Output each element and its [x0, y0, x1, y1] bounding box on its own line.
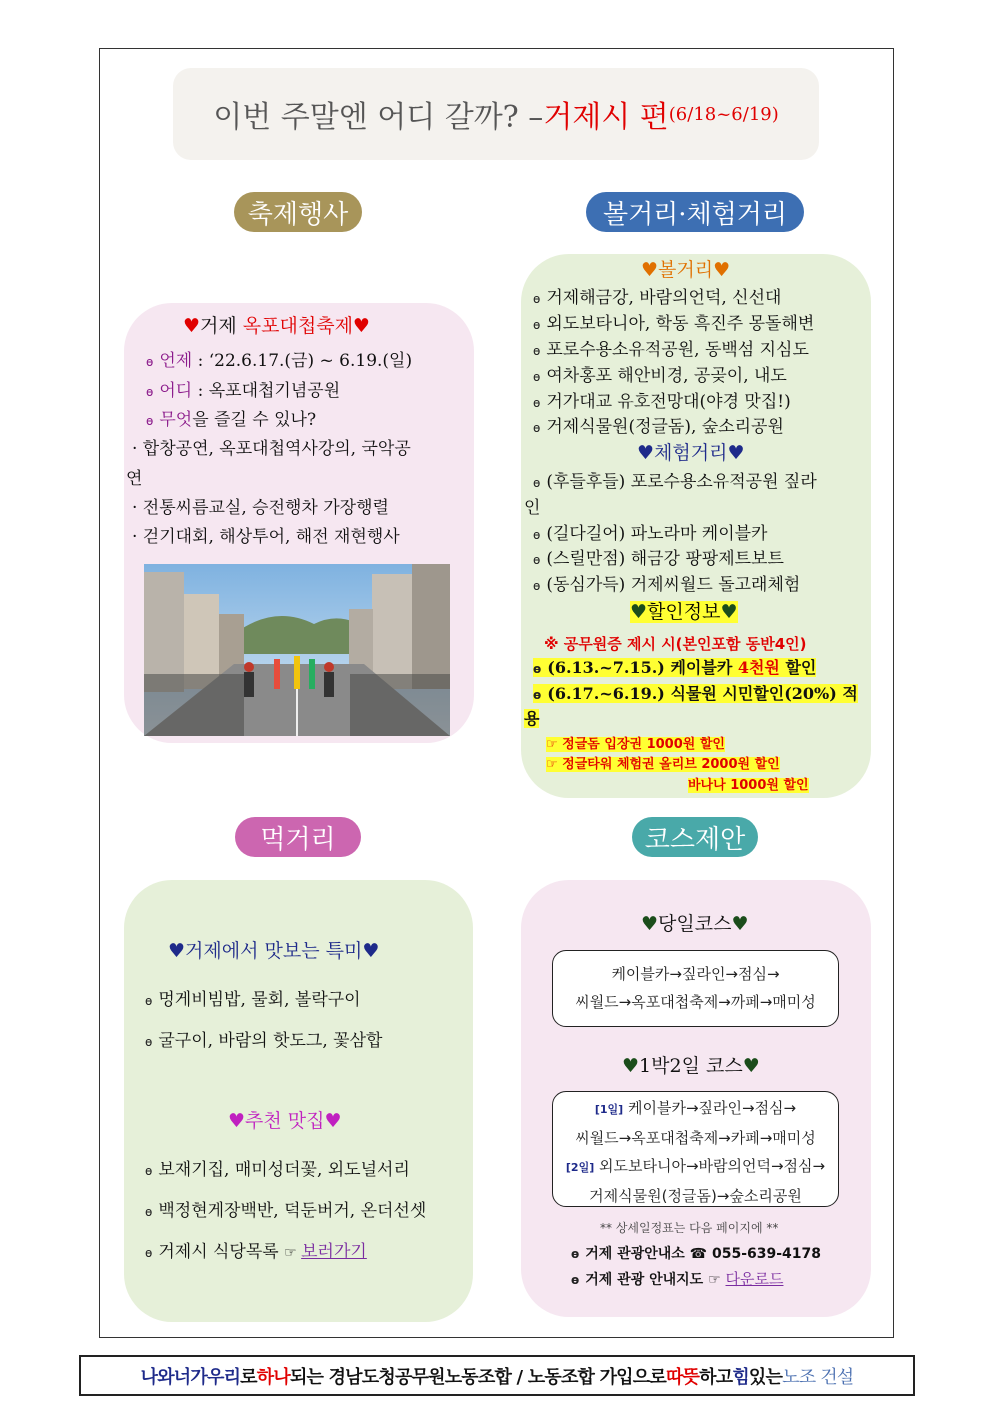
discount-sub-text: ☞ 정글타워 체험권 올리브 2000원 할인 — [546, 757, 780, 772]
course-section-label: 코스제안 — [632, 817, 758, 857]
experience-item-text: (후들후들) 포로수용소유적공원 짚라 — [546, 472, 817, 492]
food-heading-text: 거제에서 맛보는 특미 — [185, 940, 363, 962]
tour-office-line — [571, 1243, 821, 1265]
experience-item — [533, 471, 817, 494]
sight-item-text: 거제식물원(정글돔), 숲소리공원 — [546, 417, 784, 437]
sight-item — [533, 287, 781, 310]
day-course-heading — [641, 913, 749, 935]
sights-heading-text: 볼거리 — [658, 259, 714, 281]
heart-icon: ♥ — [630, 601, 648, 623]
slogan-part: 하고 — [699, 1366, 733, 1388]
sight-item-text: 거제해금강, 바람의언덕, 신선대 — [546, 288, 782, 308]
tour-office-text: 거제 관광안내소 ☎ 055-639-4178 — [585, 1246, 822, 1262]
where-value: : 옥포대첩기념공원 — [192, 381, 341, 401]
heart-icon: ♥ — [324, 1110, 342, 1132]
discount-sub-text: 바나나 1000원 할인 — [688, 778, 809, 793]
festival-item: · 전통씨름교실, 승전행차 가장행렬 — [132, 498, 389, 518]
tour-map-line — [571, 1268, 783, 1291]
experience-item — [533, 574, 800, 597]
food-heading — [168, 940, 379, 962]
bullet-icon: ɵ — [571, 1273, 580, 1287]
experience-item-text: (동심가득) 거제씨월드 돌고래체험 — [546, 575, 801, 595]
course-line-text: 외도보타니아→바람의언덕→점심→ — [599, 1157, 826, 1175]
title-main: 이번 주말엔 어디 갈까? – — [213, 100, 544, 135]
festival-photo — [144, 564, 450, 736]
bullet-icon: ɵ — [533, 370, 541, 384]
pointing-hand-icon: ☞ — [284, 1245, 302, 1261]
heart-icon: ♥ — [731, 913, 749, 935]
discount-item — [533, 657, 816, 680]
bullet-icon: ɵ — [533, 344, 541, 358]
overnight-course-heading-text: 1박2일 코스 — [639, 1055, 743, 1077]
when-value: : ‘22.6.17.(금) ~ 6.19.(일) — [192, 351, 413, 371]
sight-item — [533, 313, 814, 336]
bullet-icon: ɵ — [146, 355, 154, 369]
bullet-icon: ɵ — [145, 1205, 153, 1219]
restaurant-heading-text: 추천 맛집 — [245, 1110, 325, 1132]
slogan-part: 로 — [240, 1366, 257, 1388]
bullet-icon: ɵ — [533, 396, 541, 410]
bullet-icon: ɵ — [533, 579, 541, 593]
experience-heading — [637, 442, 745, 464]
slogan-part: 나와 — [140, 1366, 174, 1388]
sight-item-text: 거가대교 유호전망대(야경 맛집!) — [546, 392, 791, 412]
discount-item-text: (6.13.~7.15.) 케이블카 — [547, 658, 738, 677]
food-section-label: 먹거리 — [235, 817, 361, 857]
slogan-part: 우리 — [206, 1366, 241, 1388]
bullet-icon: ɵ — [571, 1247, 580, 1261]
overnight-course-box — [552, 1091, 839, 1207]
heart-icon: ♥ — [362, 940, 380, 962]
bullet-icon: ɵ — [533, 421, 541, 435]
discount-item — [533, 683, 858, 706]
course-line: 거제식물원(정글돔)→숲소리공원 — [589, 1187, 802, 1205]
bullet-icon: ɵ — [145, 994, 153, 1008]
discount-heading-text: 할인정보 — [647, 601, 721, 623]
slogan-part: 따뜻 — [665, 1366, 700, 1388]
bullet-icon: ɵ — [146, 385, 154, 399]
parade-image — [144, 564, 450, 736]
festival-when — [146, 350, 412, 373]
festival-item: 연 — [126, 469, 143, 489]
course-note: ** 상세일정표는 다음 페이지에 ** — [600, 1221, 779, 1235]
day-course-box — [552, 950, 839, 1027]
discount-sub-item — [688, 775, 809, 797]
course-line: 씨월드→옥포대첩축제→카페→매미성 — [575, 1129, 816, 1147]
sights-heading — [641, 259, 730, 281]
sight-item — [533, 365, 787, 388]
restaurant-item-text: 보재기집, 매미성더꽃, 외도널서리 — [158, 1160, 410, 1180]
bullet-icon: ɵ — [533, 688, 542, 702]
experience-item-text: (스릴만점) 해금강 팡팡제트보트 — [546, 549, 784, 569]
heart-icon: ♥ — [183, 315, 201, 337]
sight-item — [533, 391, 791, 414]
restaurant-item-text: 백정현게장백반, 덕둔버거, 온더선셋 — [158, 1201, 427, 1221]
course-line-text: 케이블카→짚라인→점심→ — [628, 1099, 797, 1117]
food-item-text: 굴구이, 바람의 핫도그, 꽃삼합 — [158, 1031, 383, 1051]
sight-item-text: 포로수용소유적공원, 동백섬 지심도 — [546, 340, 809, 360]
discount-item-text: 용 — [524, 709, 540, 728]
discount-sub-item — [546, 754, 780, 776]
discount-item-text: (6.17.~6.19.) 식물원 시민할인(20%) 적 — [547, 684, 858, 703]
festival-item: · 걷기대회, 해상투어, 해전 재현행사 — [132, 527, 400, 547]
restaurant-heading — [228, 1110, 342, 1132]
heart-icon: ♥ — [742, 1055, 760, 1077]
experience-item-text: (길다길어) 파노라마 케이블카 — [546, 524, 768, 544]
heart-icon: ♥ — [228, 1110, 246, 1132]
experience-item — [533, 548, 784, 571]
slogan-part: 되는 경남도청공무원노동조합 / 노동조합 가입으로 — [289, 1366, 666, 1388]
day2-badge: [2일] — [565, 1161, 595, 1174]
bullet-icon: ɵ — [533, 318, 541, 332]
discount-sub-item — [546, 734, 725, 756]
heart-icon: ♥ — [637, 442, 655, 464]
heart-icon: ♥ — [641, 913, 659, 935]
what-label: 무엇 — [159, 410, 193, 430]
heart-icon: ♥ — [622, 1055, 640, 1077]
where-label: 어디 — [159, 381, 193, 401]
food-item — [145, 1030, 382, 1053]
festival-section-label: 축제행사 — [234, 192, 362, 232]
page-title — [173, 68, 819, 160]
restaurant-list-link[interactable]: 보러가기 — [301, 1242, 367, 1262]
bullet-icon: ɵ — [533, 476, 541, 490]
tour-map-text: 거제 관광 안내지도 ☞ — [585, 1272, 726, 1288]
discount-item — [524, 708, 539, 730]
food-item-text: 멍게비빔밥, 물회, 볼락구이 — [158, 990, 361, 1010]
sight-item — [533, 339, 809, 362]
title-dates: (6/18~6/19) — [668, 103, 779, 125]
bullet-icon: ɵ — [533, 528, 541, 542]
course-line: 씨월드→옥포대첩축제→까페→매미성 — [575, 993, 816, 1011]
course-line — [553, 1152, 838, 1182]
experience-heading-text: 체험거리 — [654, 442, 728, 464]
union-slogan-banner — [79, 1355, 915, 1396]
discount-sub-text: ☞ 정글돔 입장권 1000원 할인 — [546, 737, 725, 752]
festival-title-prefix: 거제 — [200, 315, 243, 337]
slogan-part: 너가 — [173, 1366, 207, 1388]
course-line — [553, 1094, 838, 1124]
festival-item: · 합창공연, 옥포대첩역사강의, 국악공 — [132, 439, 411, 459]
food-item — [145, 989, 361, 1012]
tour-map-download-link[interactable]: 다운로드 — [725, 1270, 784, 1288]
day-course-heading-text: 당일코스 — [658, 913, 732, 935]
bullet-icon: ɵ — [533, 553, 541, 567]
festival-title — [183, 315, 370, 337]
restaurant-item — [145, 1159, 410, 1182]
when-label: 언제 — [159, 351, 193, 371]
what-value: 을 즐길 수 있나? — [192, 410, 317, 430]
experience-item — [533, 523, 767, 546]
slogan-part: 힘 — [732, 1366, 749, 1388]
restaurant-item — [145, 1200, 426, 1223]
restaurant-list-label: 거제시 식당목록 — [158, 1242, 285, 1262]
heart-icon: ♥ — [713, 259, 731, 281]
sight-item-text: 여차홍포 해안비경, 공곶이, 내도 — [546, 366, 787, 386]
festival-what — [146, 409, 316, 432]
discount-amount: 4천원 — [737, 658, 780, 677]
bullet-icon: ɵ — [145, 1246, 153, 1260]
slogan-part: 하나 — [256, 1366, 290, 1388]
sight-item-text: 외도보타니아, 학동 흑진주 몽돌해변 — [546, 314, 815, 334]
slogan-part: 있는 — [748, 1366, 783, 1388]
overnight-course-heading — [622, 1055, 760, 1077]
bullet-icon: ɵ — [533, 662, 542, 676]
day1-badge: [1일] — [594, 1103, 624, 1116]
bullet-icon: ɵ — [533, 292, 541, 306]
discount-item-suffix: 할인 — [779, 658, 817, 677]
heart-icon: ♥ — [641, 259, 659, 281]
sights-section-label: 볼거리·체험거리 — [586, 192, 804, 232]
heart-icon: ♥ — [168, 940, 186, 962]
bullet-icon: ɵ — [145, 1164, 153, 1178]
slogan-part: 노조 건설 — [782, 1366, 854, 1388]
heart-icon: ♥ — [720, 601, 738, 623]
bullet-icon: ɵ — [145, 1035, 153, 1049]
festival-where — [146, 380, 340, 403]
sight-item — [533, 416, 784, 439]
discount-note: ※ 공무원증 제시 시(본인포함 동반4인) — [544, 635, 807, 653]
course-line: 케이블카→짚라인→점심→ — [611, 965, 780, 983]
experience-item: 인 — [524, 498, 541, 518]
bullet-icon: ɵ — [146, 414, 154, 428]
title-highlight: 거제시 편 — [543, 100, 669, 135]
heart-icon: ♥ — [727, 442, 745, 464]
heart-icon: ♥ — [352, 315, 370, 337]
discount-heading — [630, 601, 738, 623]
restaurant-list-line — [145, 1241, 367, 1264]
festival-name: 옥포대첩축제 — [242, 315, 353, 337]
